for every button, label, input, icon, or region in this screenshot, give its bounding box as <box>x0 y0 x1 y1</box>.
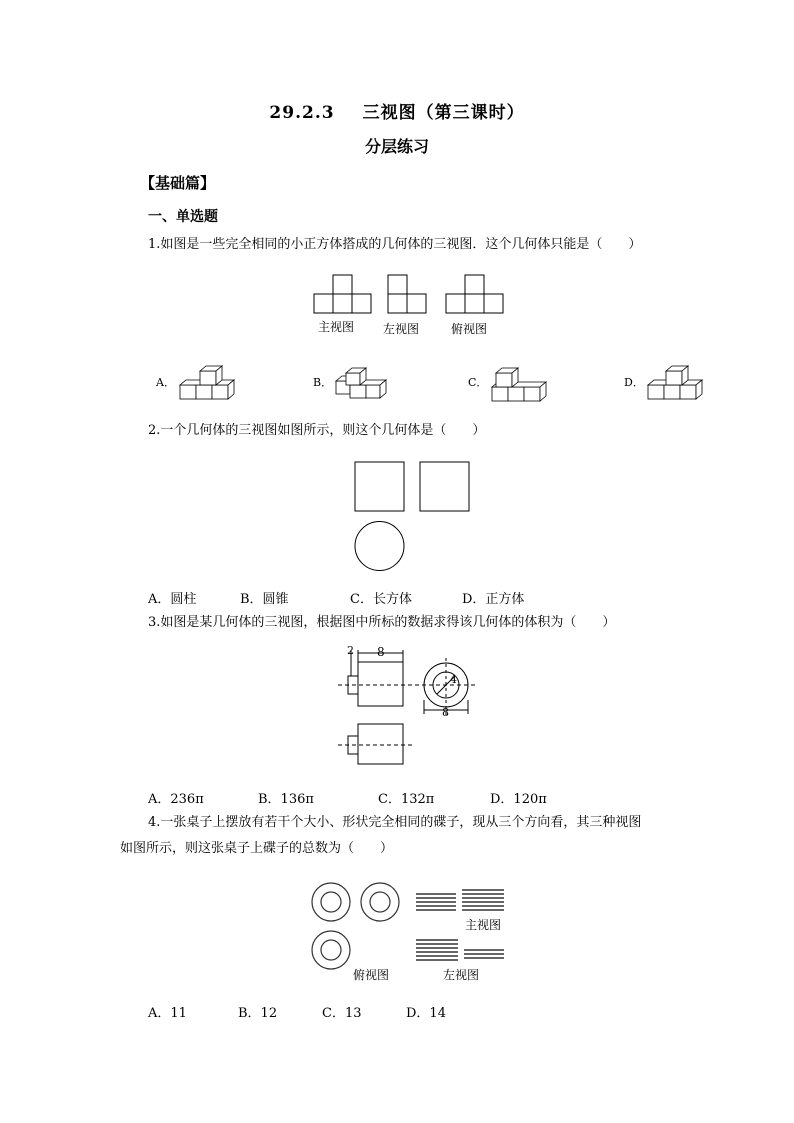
q1-label-top: 俯视图 <box>451 322 488 336</box>
q4-option-d[interactable]: D．14 <box>406 1006 446 1021</box>
q2-option-b[interactable]: B．圆锥 <box>240 592 289 607</box>
q1-label-front: 主视图 <box>318 320 355 334</box>
q1-option-a-figure <box>176 365 236 403</box>
section-single-choice: 一、单选题 <box>148 209 218 225</box>
question-2-text: 2.一个几何体的三视图如图所示，则这个几何体是（ ） <box>148 423 486 438</box>
q2-option-d[interactable]: D．正方体 <box>462 592 525 607</box>
lesson-title: 三视图（第三课时） <box>362 103 525 123</box>
q1-option-c-figure <box>490 365 550 405</box>
q3-option-a[interactable]: A．236π <box>148 792 204 807</box>
section-basic: 【基础篇】 <box>140 174 216 192</box>
q3-option-d[interactable]: D．120π <box>490 792 547 807</box>
q1-option-c[interactable]: C． <box>468 376 488 389</box>
q3-dim-4: 4 <box>450 673 457 686</box>
q1-front-view <box>314 274 374 314</box>
q1-option-d-figure <box>646 365 706 403</box>
q3-option-b[interactable]: B．136π <box>258 792 314 807</box>
q3-dim-8-front: 8 <box>377 645 385 659</box>
question-3-text: 3.如图是某几何体的三视图，根据图中所标的数据求得该几何体的体积为（ ） <box>148 615 616 630</box>
page-title <box>0 98 794 123</box>
page-subtitle: 分层练习 <box>364 137 429 156</box>
q1-left-view <box>388 274 428 314</box>
q1-label-left: 左视图 <box>383 322 420 336</box>
q1-top-view <box>446 274 506 314</box>
q4-option-b[interactable]: B．12 <box>238 1006 278 1021</box>
question-4-text-line1: 4.一张桌子上摆放有若干个大小、形状完全相同的碟子，现从三个方向看，其三种视图 <box>148 815 642 830</box>
q4-option-a[interactable]: A．11 <box>148 1006 187 1021</box>
q1-option-a[interactable]: A． <box>156 376 175 389</box>
q2-three-views <box>354 461 474 573</box>
q1-option-d[interactable]: D． <box>624 376 644 389</box>
q3-dim-2: 2 <box>347 644 354 657</box>
q4-label-front: 主视图 <box>465 918 502 932</box>
q2-option-c[interactable]: C．长方体 <box>350 592 412 607</box>
q1-option-b-figure <box>334 365 390 403</box>
q2-option-a[interactable]: A．圆柱 <box>148 592 197 607</box>
q4-label-left: 左视图 <box>443 968 480 982</box>
q3-dim-8-side: 8 <box>442 706 449 719</box>
question-4-text-line2: 如图所示，则这张桌子上碟子的总数为（ ） <box>120 841 394 856</box>
q3-three-views <box>338 642 488 768</box>
q1-option-b[interactable]: B． <box>313 376 333 389</box>
q3-option-c[interactable]: C．132π <box>378 792 435 807</box>
lesson-number: 29.2.3 <box>269 103 335 123</box>
question-1-text: 1.如图是一些完全相同的小正方体搭成的几何体的三视图．这个几何体只能是（ ） <box>148 237 642 252</box>
q4-option-c[interactable]: C．13 <box>322 1006 362 1021</box>
q4-label-top: 俯视图 <box>353 968 390 982</box>
